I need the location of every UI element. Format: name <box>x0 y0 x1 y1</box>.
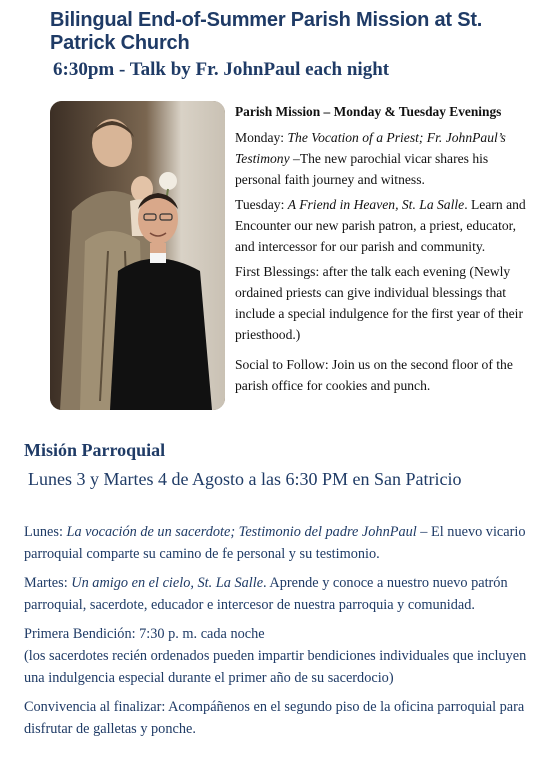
lunes-title: La vocación de un sacerdote; Testimonio del padre JohnPaul <box>66 524 417 540</box>
martes-title: Un amigo en el cielo, St. La Salle <box>71 575 264 591</box>
social-paragraph: Social to Follow: Join us on the second floor of the parish office for cookies and punch. <box>235 357 513 393</box>
bendicion-line: Primera Bendición: 7:30 p. m. cada noche <box>24 626 265 642</box>
monday-title: The Vocation of a Priest; Fr. JohnPaul’s Testimony <box>235 130 506 166</box>
convivencia-paragraph: Convivencia al finalizar: Acompáñenos en el segundo piso de la oficina parroquial para disfrutar de galletas y ponche. <box>24 699 525 737</box>
tuesday-paragraph <box>235 194 535 257</box>
bendicion-text: (los sacerdotes recién ordenados pueden impartir bendiciones individuales que incluyen una indulgencia especial durante el primer año de su sacerdocio) <box>24 648 527 686</box>
lunes-text: – El nuevo vicario parroquial comparte su camino de fe personal y su testimonio. <box>24 524 526 562</box>
page-subtitle: 6:30pm - Talk by Fr. JohnPaul each night <box>53 59 390 80</box>
monday-label: Monday: <box>235 130 288 145</box>
martes-paragraph <box>24 572 534 616</box>
monday-text: –The new parochial vicar shares his personal faith journey and witness. <box>235 151 489 187</box>
blessings-paragraph: First Blessings: after the talk each evening (Newly ordained priests can give individual blessings that include a special indulgence for the first year of their priesthood.) <box>235 264 523 342</box>
priest-photo <box>50 101 225 410</box>
monday-paragraph <box>235 127 535 190</box>
lunes-paragraph <box>24 521 534 565</box>
english-heading: Parish Mission – Monday & Tuesday Evenings <box>235 104 502 119</box>
spanish-column <box>24 521 534 747</box>
martes-text: . Aprende y conoce a nuestro nuevo patrón parroquial, sacerdote, educador e intercesor de nuestra parroquia y comunidad. <box>24 575 508 613</box>
tuesday-label: Tuesday: <box>235 197 288 212</box>
english-column <box>235 101 535 400</box>
tuesday-text: . Learn and Encounter our new parish patron, a priest, educator, and intercessor for our parish and community. <box>235 197 526 254</box>
martes-label: Martes: <box>24 575 72 591</box>
bendicion-paragraph <box>24 623 534 689</box>
page-title: Bilingual End-of-Summer Parish Mission at St. Patrick Church <box>50 9 483 54</box>
tuesday-title: A Friend in Heaven, St. La Salle <box>287 197 465 212</box>
lunes-label: Lunes: <box>24 524 67 540</box>
spanish-dates: Lunes 3 y Martes 4 de Agosto a las 6:30 PM en San Patricio <box>28 469 462 489</box>
spanish-heading: Misión Parroquial <box>24 440 166 460</box>
